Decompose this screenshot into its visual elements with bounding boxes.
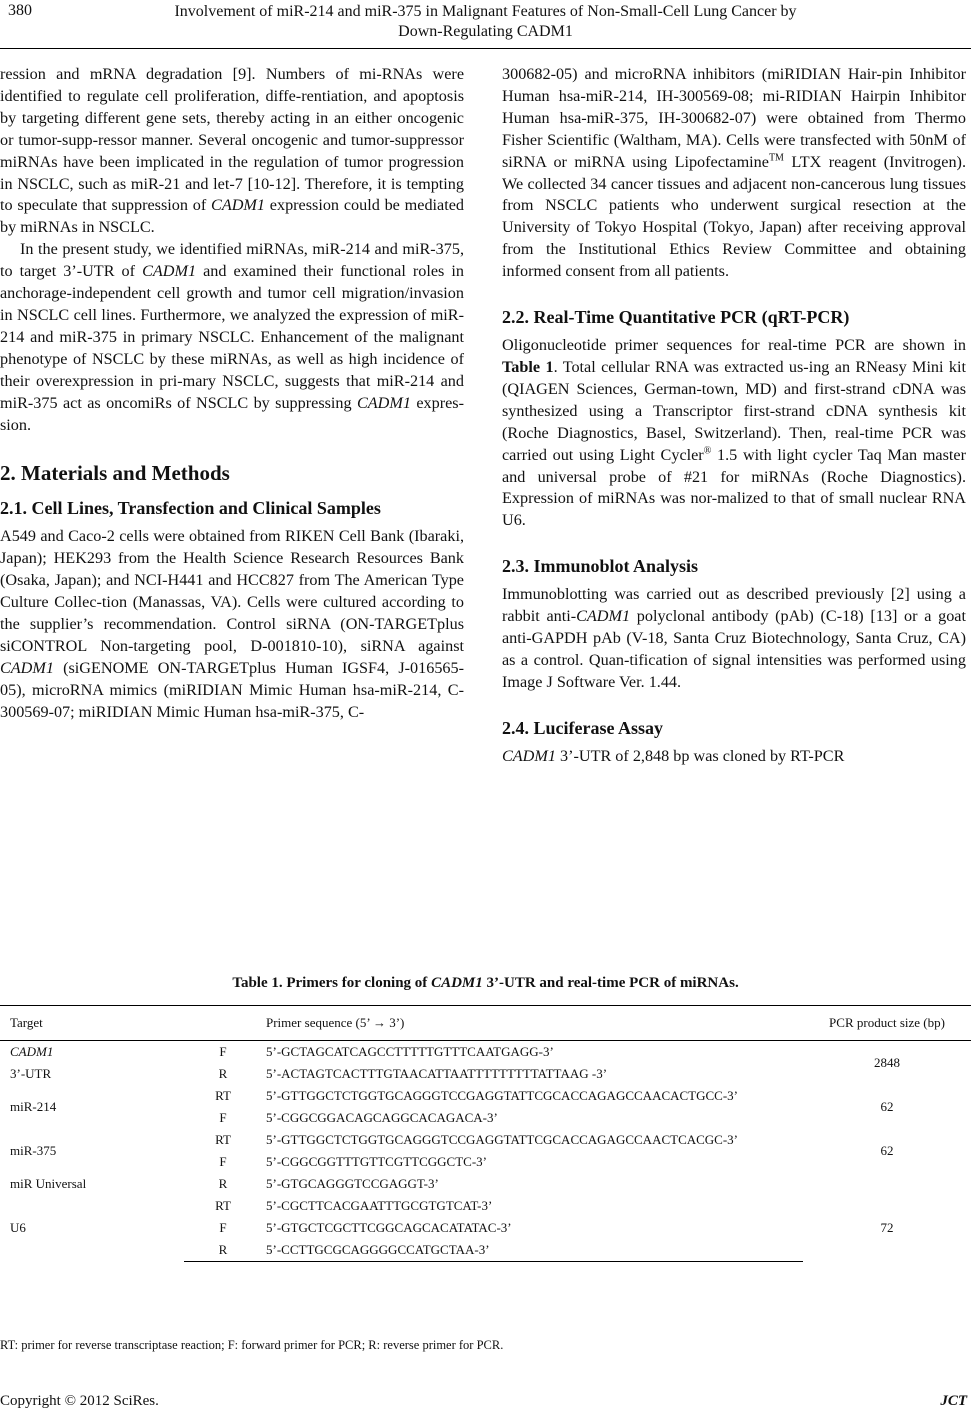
running-title-line1: Involvement of miR-214 and miR-375 in Malignant Features of Non-Small-Cell Lung Cancer by	[174, 3, 797, 20]
size-cell: 62	[880, 1099, 894, 1114]
paragraph-luciferase: CADM1 3’-UTR of 2,848 bp was cloned by RT-PCR	[502, 746, 845, 765]
gene-name: CADM1	[0, 658, 54, 677]
gene-name: CADM1	[431, 975, 483, 991]
table-row	[0, 1195, 971, 1217]
col-header-target: Target	[0, 1006, 184, 1041]
target-cell: CADM1	[10, 1044, 54, 1059]
col-header-sequence: Primer sequence (5’ → 3’)	[262, 1006, 803, 1041]
primer-table	[0, 1005, 971, 1262]
paragraph-cell-lines: A549 and Caco-2 cells were obtained from RIKEN Cell Bank (Ibaraki, Japan); HEK293 from the Health Science Research Resources Bank (Osaka, Japan); and NCI-H441 and HCC827 from The American Type Culture Collec-tion (Manassas, VA). Cells were cultured according to the supplier’s recommendation. Control siRNA (ON-TARGETplus siCONTROL Non-targeting pool, D-001810-10), siRNA against CADM1 (siGENOME ON-TARGETplus Human IGSF4, J-016565-05), microRNA mimics (miRIDIAN Mimic Human hsa-miR-214, C-300569-07; miRIDIAN Mimic Human hsa-miR-375, C-	[0, 527, 464, 721]
table-caption: Table 1. Primers for cloning of CADM1 3’-UTR and real-time PCR of miRNAs.	[232, 975, 739, 991]
running-title-line2: Down-Regulating CADM1	[398, 23, 573, 40]
page-footer	[0, 1393, 971, 1410]
sequence-cell: 5’-GTGCTCGCTTCGGCAGCACATATAC-3’	[266, 1220, 512, 1235]
sequence-cell: 5’-ACTAGTCACTTTGTAACATTAATTTTTTTTTATTAAG -3’	[266, 1066, 608, 1081]
copyright-text: Copyright © 2012 SciRes.	[0, 1393, 159, 1409]
subsection-heading-2-1: 2.1. Cell Lines, Transfection and Clinical Samples	[0, 498, 381, 519]
gene-name: CADM1	[576, 607, 631, 626]
running-title	[0, 2, 971, 42]
primer-type-cell: R	[218, 1176, 228, 1191]
table-header-row	[0, 1006, 971, 1041]
primer-type-cell: F	[219, 1220, 227, 1235]
section-heading-methods: 2. Materials and Methods	[0, 461, 230, 486]
sequence-cell: 5’-GTTGGCTCTGGTGCAGGGTCCGAGGTATTCGCACCAGAGCCAACACTGCC-3’	[266, 1088, 739, 1103]
paragraph-intro-1: ression and mRNA degradation [9]. Numbers of mi-RNAs were identified to regulate cell proliferation, diffe-rentiation, and apoptosis by targeting different gene sets, thereby acting in an either oncogenic or tumor-supp-ressor manner. Several oncogenic and tumor-suppressor miRNAs have been implicated in the regulation of tumor progression in NSCLC, such as miR-21 and let-7 [10-12]. Therefore, it is tempting to speculate that suppression of CADM1 expression could be mediated by miRNAs in NSCLC.	[0, 65, 464, 237]
gene-name: CADM1	[142, 262, 197, 281]
primer-type-cell: RT	[215, 1198, 231, 1213]
target-cell: U6	[10, 1220, 26, 1236]
table-footnote: RT: primer for reverse transcriptase reaction; F: forward primer for PCR; R: reverse primer for PCR.	[0, 1338, 504, 1352]
subsection-heading-2-3: 2.3. Immunoblot Analysis	[502, 556, 699, 577]
target-cell: miR-214	[10, 1099, 57, 1114]
header-rule	[0, 48, 971, 49]
sequence-cell: 5’-GTGCAGGGTCCGAGGT-3’	[266, 1176, 439, 1191]
page-number: 380	[8, 2, 32, 19]
running-header	[0, 0, 971, 50]
target-cell: miR Universal	[10, 1176, 87, 1191]
gene-name: CADM1	[357, 393, 411, 412]
sequence-cell: 5’-CCTTGCGCAGGGGCCATGCTAA-3’	[262, 1239, 803, 1262]
paragraph-intro-2: In the present study, we identified miRNAs, miR-214 and miR-375, to target 3’-UTR of CADM1 and examined their functional roles in anchorage-independent cell growth and tumor cell migration/invasion in NSCLC cell lines. Furthermore, we analyzed the expression of miR-214 and miR-375 in primary NSCLC. Enhancement of the malignant phenotype of NSCLC by these miRNAs, as well as high incidence of their overexpression in pri-mary NSCLC, suggests that miR-214 and miR-375 act as oncomiRs of NSCLC by suppressing CADM1 expres-sion.	[0, 240, 464, 434]
size-cell: 72	[880, 1220, 894, 1236]
gene-name: CADM1	[502, 746, 556, 765]
sequence-cell: 5’-GTTGGCTCTGGTGCAGGGTCCGAGGTATTCGCACCAGAGCCAACTCACGC-3’	[266, 1132, 739, 1147]
sequence-cell: 5’-CGGCGGACAGCAGGCACAGACA-3’	[266, 1110, 498, 1125]
primer-type-cell: RT	[215, 1088, 231, 1103]
target-cell: 3’-UTR	[10, 1066, 52, 1081]
journal-abbrev: JCT	[940, 1393, 967, 1409]
subsection-heading-2-2: 2.2. Real-Time Quantitative PCR (qRT-PCR)	[502, 307, 850, 328]
left-column	[0, 64, 464, 724]
primer-type-cell: RT	[215, 1132, 231, 1147]
primer-type-cell: R	[218, 1066, 228, 1081]
paragraph-transfection: 300682-05) and microRNA inhibitors (miRIDIAN Hair-pin Inhibitor Human hsa-miR-214, IH-300569-08; mi-RIDIAN Hairpin Inhibitor Human hsa-miR-375, IH-300682-07) were obtained from Thermo Fisher Scientific (Waltham, MA). Cells were transfected with 50nM of siRNA or miRNA using Lipofectamine™ LTX reagent (Invitrogen). We collected 34 cancer tissues and adjacent non-cancerous lung tissues from NSCLC patients who underwent surgical resection at the University of Tokyo Hospital (Tokyo, Japan) after receiving approval from the Institutional Ethics Review Committee and obtaining informed consent from all patients.	[502, 65, 966, 281]
size-cell: 62	[880, 1143, 894, 1158]
table-reference-link[interactable]: Table 1	[502, 357, 554, 376]
table-row	[0, 1129, 971, 1151]
size-cell: 2848	[874, 1055, 900, 1070]
subsection-heading-2-4: 2.4. Luciferase Assay	[502, 717, 663, 738]
table-row	[0, 1041, 971, 1064]
target-cell: miR-375	[10, 1143, 57, 1158]
sequence-cell: 5’-CGGCGGTTTGTTCGTTCGGCTC-3’	[266, 1154, 487, 1169]
sequence-cell: 5’-CGCTTCACGAATTTGCGTGTCAT-3’	[266, 1198, 493, 1213]
right-column	[502, 64, 966, 768]
primer-type-cell: F	[219, 1044, 227, 1059]
primer-type-cell: F	[219, 1154, 227, 1169]
paragraph-qrtpcr: Oligonucleotide primer sequences for real-time PCR are shown in Table 1. Total cellular RNA was extracted us-ing an RNeasy Mini kit (QIAGEN Sciences, German-town, MD) and first-strand cDNA was synthesized using a Transcriptor first-strand cDNA synthesis kit (Roche Diagnostics, Basel, Switzerland). Then, real-time PCR was carried out using Light Cycler® 1.5 with light cycler Taq Man master and universal probe of #21 for miRNAs (Roche Diagnostics). Expression of miRNAs was nor-malized to that of small nuclear RNA U6.	[502, 336, 966, 530]
table-row	[0, 1173, 971, 1195]
table-row	[0, 1085, 971, 1107]
col-header-size: PCR product size (bp)	[803, 1006, 971, 1041]
registered-mark: ®	[703, 445, 712, 457]
gene-name: CADM1	[211, 196, 265, 215]
trademark-mark: TM	[768, 152, 784, 164]
primer-type-cell: R	[184, 1239, 262, 1262]
primer-type-cell: F	[219, 1110, 227, 1125]
paragraph-immunoblot: Immunoblotting was carried out as described previously [2] using a rabbit anti-CADM1 polyclonal antibody (pAb) (C-18) [13] or a goat anti-GAPDH pAb (V-18, Santa Cruz Biotechnology, Santa Cruz, CA) as a control. Quan-tification of signal intensities was performed using Image J Software Ver. 1.44.	[502, 585, 966, 691]
sequence-cell: 5’-GCTAGCATCAGCCTTTTTGTTTCAATGAGG-3’	[266, 1044, 554, 1059]
